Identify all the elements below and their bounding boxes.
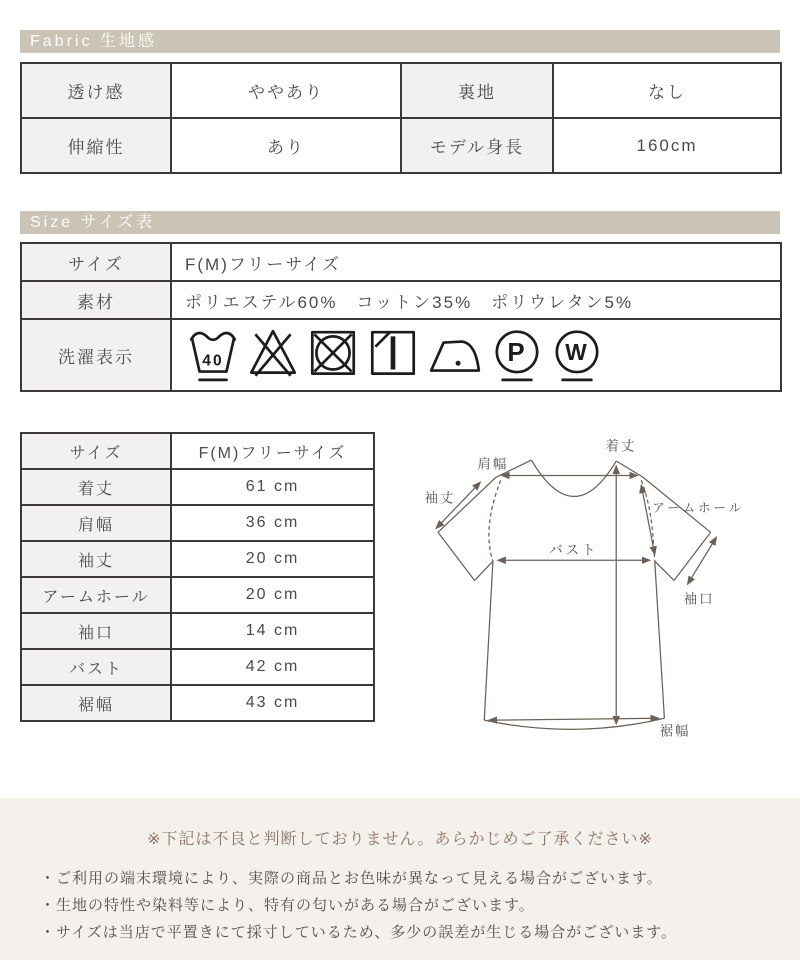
measure-label-armhole: アームホール: [21, 577, 171, 613]
iron-low-heat-icon: [427, 326, 483, 384]
measure-value-bust: 42 cm: [171, 649, 374, 685]
table-row: [21, 281, 781, 319]
size-section-header: Size サイズ表: [20, 211, 780, 234]
svg-text:P: P: [507, 339, 527, 368]
fabric-label-stretch: 伸縮性: [21, 118, 171, 173]
fabric-label-sheerness: 透け感: [21, 63, 171, 118]
measurement-area: [20, 432, 780, 764]
measure-label-hem: 裾幅: [21, 685, 171, 721]
material-value: ポリエステル60% コットン35% ポリウレタン5%: [171, 281, 781, 319]
table-row: [21, 613, 374, 649]
fabric-table: [20, 62, 782, 174]
svg-text:W: W: [565, 339, 589, 366]
fabric-value-model-height: 160cm: [553, 118, 781, 173]
measure-label-cuff: 袖口: [21, 613, 171, 649]
table-row: [21, 577, 374, 613]
material-label: 素材: [21, 281, 171, 319]
care-symbol-strip: [185, 326, 780, 384]
table-row: [21, 243, 781, 281]
diagram-label-cuff: 袖口: [683, 591, 715, 607]
do-not-bleach-icon: [247, 326, 299, 384]
measure-label-length: 着丈: [21, 469, 171, 505]
measure-label-size: サイズ: [21, 433, 171, 469]
measure-label-shoulder: 肩幅: [21, 505, 171, 541]
dryclean-p-mild-icon: [491, 326, 543, 384]
notice-item-color: ・ご利用の端末環境により、実際の商品とお色味が異なって見える場合がございます。: [40, 870, 663, 887]
garment-measurement-diagram: [385, 422, 780, 764]
table-row: [21, 433, 374, 469]
notice-title: ※下記は不良と判断しておりません。あらかじめご了承ください※: [147, 831, 653, 848]
diagram-label-shoulder: 肩幅: [477, 456, 509, 472]
table-row: [21, 118, 781, 173]
table-row: [21, 63, 781, 118]
size-value: F(M)フリーサイズ: [171, 243, 781, 281]
measure-value-cuff: 14 cm: [171, 613, 374, 649]
fabric-label-lining: 裏地: [401, 63, 553, 118]
size-label: サイズ: [21, 243, 171, 281]
table-row: [21, 685, 374, 721]
table-row: [21, 505, 374, 541]
fabric-label-model-height: モデル身長: [401, 118, 553, 173]
diagram-label-armhole: アームホール: [652, 501, 745, 516]
fabric-value-stretch: あり: [171, 118, 401, 173]
measure-value-sleeve: 20 cm: [171, 541, 374, 577]
notice-section: [0, 798, 800, 960]
fabric-section-header: Fabric 生地感: [20, 30, 780, 53]
fabric-value-sheerness: ややあり: [171, 63, 401, 118]
diagram-label-sleeve: 袖丈: [424, 490, 456, 506]
diagram-label-length: 着丈: [605, 438, 637, 454]
measure-value-armhole: 20 cm: [171, 577, 374, 613]
svg-text:40: 40: [202, 352, 224, 370]
fabric-value-lining: なし: [553, 63, 781, 118]
line-dry-in-shade-icon: [367, 326, 419, 384]
measure-value-hem: 43 cm: [171, 685, 374, 721]
wash-40-icon: [187, 326, 239, 384]
measurement-table: [20, 432, 375, 722]
measure-value-length: 61 cm: [171, 469, 374, 505]
care-symbols-cell: [171, 319, 781, 391]
diagram-label-hem: 裾幅: [659, 723, 691, 739]
diagram-label-bust: バスト: [549, 542, 599, 558]
table-row: [21, 469, 374, 505]
notice-item-smell: ・生地の特性や染料等により、特有の匂いがある場合がございます。: [40, 897, 535, 914]
table-row: [21, 649, 374, 685]
care-label: 洗濯表示: [21, 319, 171, 391]
measure-label-sleeve: 袖丈: [21, 541, 171, 577]
wetclean-w-mild-icon: [551, 326, 603, 384]
measure-value-shoulder: 36 cm: [171, 505, 374, 541]
size-info-table: [20, 242, 782, 392]
hem-width-arrow: [489, 718, 659, 720]
do-not-tumble-dry-icon: [307, 326, 359, 384]
measure-value-size: F(M)フリーサイズ: [171, 433, 374, 469]
measure-label-bust: バスト: [21, 649, 171, 685]
table-row: [21, 541, 374, 577]
table-row: [21, 319, 781, 391]
armhole-arrow: [641, 485, 654, 554]
notice-item-size-error: ・サイズは当店で平置きにて採寸しているため、多少の誤差が生じる場合がございます。: [40, 924, 678, 941]
